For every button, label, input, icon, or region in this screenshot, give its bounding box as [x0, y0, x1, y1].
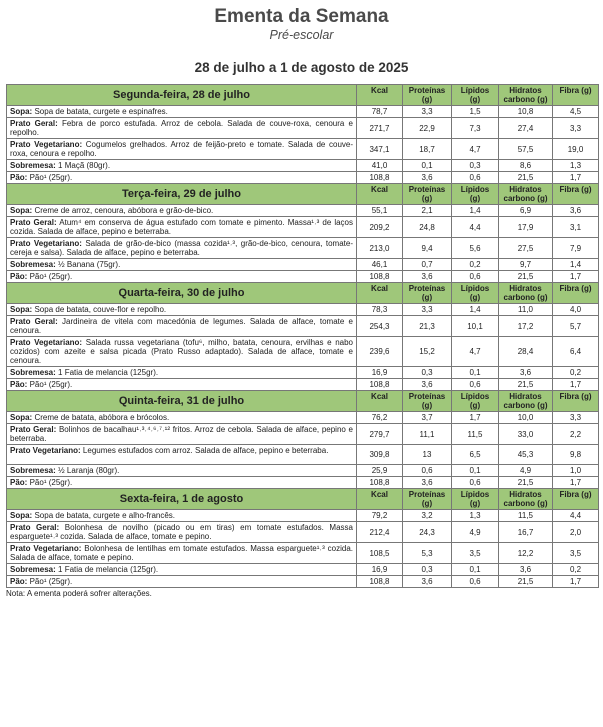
course-label: Sopa: [10, 107, 33, 116]
nutrition-value: 212,4 [357, 522, 403, 543]
column-header: Fibra (g) [553, 391, 599, 412]
nutrition-value: 3,1 [553, 217, 599, 238]
dish-description [7, 510, 357, 522]
nutrition-value: 0,1 [452, 465, 499, 477]
nutrition-value: 3,6 [403, 172, 452, 184]
nutrition-value: 27,4 [499, 118, 553, 139]
course-label: Prato Geral: [10, 425, 57, 434]
nutrition-value: 24,8 [403, 217, 452, 238]
table-row [7, 316, 599, 337]
nutrition-value: 4,0 [553, 304, 599, 316]
column-header: Hidratos carbono (g) [499, 85, 553, 106]
nutrition-value: 9,4 [403, 238, 452, 259]
nutrition-value: 11,1 [403, 424, 452, 445]
nutrition-value: 4,4 [553, 510, 599, 522]
nutrition-value: 46,1 [357, 259, 403, 271]
column-header: Kcal [357, 184, 403, 205]
course-text: Legumes estufados com arroz. Salada de alface, pepino e beterraba. [82, 446, 329, 455]
nutrition-value: 55,1 [357, 205, 403, 217]
column-header: Lípidos (g) [452, 283, 499, 304]
course-label: Prato Vegetariano: [10, 446, 81, 455]
nutrition-value: 3,6 [403, 271, 452, 283]
dish-description [7, 379, 357, 391]
date-range: 28 de julho a 1 de agosto de 2025 [194, 60, 409, 75]
table-row [7, 367, 599, 379]
nutrition-value: 17,2 [499, 316, 553, 337]
day-title: Terça-feira, 29 de julho [7, 184, 357, 205]
column-header: Lípidos (g) [452, 85, 499, 106]
dish-description [7, 543, 357, 564]
day-title: Sexta-feira, 1 de agosto [7, 489, 357, 510]
course-label: Sobremesa: [10, 565, 56, 574]
course-text: Bolonhesa de novilho (picado ou em tiras) em tomate estufados. Massa esparguete¹˒³ cozida. Salada de alface, tomate e pepino. [10, 523, 353, 541]
nutrition-value: 27,5 [499, 238, 553, 259]
table-row [7, 445, 599, 465]
table-row [7, 510, 599, 522]
nutrition-value: 3,7 [403, 412, 452, 424]
table-row [7, 106, 599, 118]
nutrition-value: 11,5 [499, 510, 553, 522]
nutrition-value: 6,9 [499, 205, 553, 217]
nutrition-value: 76,2 [357, 412, 403, 424]
course-text: Sopa de batata, curgete e alho-francês. [34, 511, 176, 520]
course-label: Sopa: [10, 511, 33, 520]
nutrition-value: 19,0 [553, 139, 599, 160]
nutrition-value: 10,0 [499, 412, 553, 424]
nutrition-value: 1,4 [553, 259, 599, 271]
nutrition-value: 213,0 [357, 238, 403, 259]
nutrition-value: 3,5 [452, 543, 499, 564]
nutrition-value: 3,6 [499, 564, 553, 576]
dish-description [7, 106, 357, 118]
nutrition-value: 1,3 [553, 160, 599, 172]
nutrition-value: 4,9 [452, 522, 499, 543]
nutrition-value: 0,6 [452, 172, 499, 184]
course-text: Sopa de batata, curgete e espinafres. [34, 107, 168, 116]
nutrition-value: 11,5 [452, 424, 499, 445]
dish-description [7, 424, 357, 445]
course-text: Cogumelos grelhados. Arroz de feijão-preto e tomate. Salada de couve-roxa, cenoura e repolho. [10, 140, 354, 158]
nutrition-value: 108,8 [357, 271, 403, 283]
nutrition-value: 3,2 [403, 510, 452, 522]
table-row [7, 424, 599, 445]
course-text: Sopa de batata, couve-flor e repolho. [34, 305, 167, 314]
nutrition-value: 57,5 [499, 139, 553, 160]
nutrition-value: 3,3 [403, 304, 452, 316]
nutrition-value: 2,2 [553, 424, 599, 445]
course-label: Prato Geral: [10, 317, 58, 326]
nutrition-value: 41,0 [357, 160, 403, 172]
column-header: Hidratos carbono (g) [499, 184, 553, 205]
nutrition-value: 0,2 [553, 564, 599, 576]
dish-description [7, 238, 357, 259]
nutrition-value: 25,9 [357, 465, 403, 477]
course-label: Prato Vegetariano: [10, 338, 83, 347]
dish-description [7, 259, 357, 271]
day-header-row [7, 391, 599, 412]
nutrition-value: 2,1 [403, 205, 452, 217]
table-row [7, 172, 599, 184]
course-text: Bolonhesa de lentilhas em tomate estufados. Massa esparguete¹˒³ cozida. Salada de alface, tomate e pepino. [10, 544, 353, 562]
table-row [7, 205, 599, 217]
nutrition-value: 22,9 [403, 118, 452, 139]
nutrition-value: 1,7 [553, 576, 599, 588]
column-header: Fibra (g) [553, 489, 599, 510]
nutrition-value: 16,9 [357, 564, 403, 576]
nutrition-value: 78,7 [357, 106, 403, 118]
day-header-row [7, 184, 599, 205]
course-text: Pão¹ (25gr). [29, 272, 73, 281]
course-text: Pão¹ (25gr). [29, 577, 73, 586]
nutrition-value: 1,5 [452, 106, 499, 118]
dish-description [7, 217, 357, 238]
course-text: Bolinhos de bacalhau¹˒³˒⁴˒⁶˒⁷˒¹² fritos. Arroz de cebola. Salada de alface, pepino e beterraba. [10, 425, 353, 443]
course-label: Pão: [10, 577, 28, 586]
course-text: 1 Maçã (80gr). [58, 161, 111, 170]
column-header: Hidratos carbono (g) [499, 391, 553, 412]
nutrition-value: 0,3 [403, 564, 452, 576]
nutrition-value: 1,4 [452, 205, 499, 217]
table-row [7, 543, 599, 564]
nutrition-value: 21,3 [403, 316, 452, 337]
nutrition-value: 1,7 [553, 271, 599, 283]
dish-description [7, 412, 357, 424]
dish-description [7, 118, 357, 139]
table-row [7, 238, 599, 259]
column-header: Kcal [357, 489, 403, 510]
course-text: Atum⁴ em conserva de água estufado com tomate e pimento. Massa¹˒³ de laços cozida. Salada de alface, pepino e beterraba. [10, 218, 354, 236]
course-text: Creme de arroz, cenoura, abóbora e grão-de-bico. [34, 206, 214, 215]
nutrition-value: 13 [403, 445, 452, 465]
column-header: Kcal [357, 283, 403, 304]
column-header: Proteínas (g) [403, 283, 452, 304]
nutrition-value: 108,8 [357, 576, 403, 588]
table-row [7, 160, 599, 172]
column-header: Proteínas (g) [403, 85, 452, 106]
course-text: Pão¹ (25gr). [29, 173, 73, 182]
nutrition-value: 0,6 [403, 465, 452, 477]
table-row [7, 304, 599, 316]
course-text: ½ Laranja (80gr). [58, 466, 120, 475]
nutrition-value: 3,3 [553, 412, 599, 424]
course-label: Sopa: [10, 413, 33, 422]
nutrition-value: 4,9 [499, 465, 553, 477]
nutrition-value: 7,3 [452, 118, 499, 139]
table-row [7, 564, 599, 576]
page-title: Ementa da Semana [214, 6, 389, 27]
nutrition-value: 4,7 [452, 337, 499, 367]
dish-description [7, 564, 357, 576]
nutrition-value: 1,4 [452, 304, 499, 316]
nutrition-value: 0,3 [403, 367, 452, 379]
course-label: Prato Vegetariano: [10, 544, 82, 553]
column-header: Lípidos (g) [452, 184, 499, 205]
dish-description [7, 172, 357, 184]
course-label: Sopa: [10, 305, 33, 314]
nutrition-value: 21,5 [499, 576, 553, 588]
nutrition-value: 4,5 [553, 106, 599, 118]
nutrition-value: 18,7 [403, 139, 452, 160]
course-label: Prato Geral: [10, 218, 57, 227]
course-label: Pão: [10, 478, 28, 487]
nutrition-value: 0,6 [452, 477, 499, 489]
course-label: Sobremesa: [10, 260, 56, 269]
nutrition-value: 11,0 [499, 304, 553, 316]
nutrition-value: 239,6 [357, 337, 403, 367]
course-label: Pão: [10, 173, 28, 182]
table-row [7, 271, 599, 283]
day-title: Quinta-feira, 31 de julho [7, 391, 357, 412]
nutrition-value: 279,7 [357, 424, 403, 445]
footer-note: Nota: A ementa poderá sofrer alterações. [6, 589, 152, 598]
nutrition-value: 21,5 [499, 172, 553, 184]
nutrition-value: 1,7 [553, 172, 599, 184]
nutrition-value: 15,2 [403, 337, 452, 367]
nutrition-value: 45,3 [499, 445, 553, 465]
nutrition-value: 7,9 [553, 238, 599, 259]
dish-description [7, 316, 357, 337]
nutrition-value: 33,0 [499, 424, 553, 445]
nutrition-value: 108,8 [357, 379, 403, 391]
nutrition-value: 8,6 [499, 160, 553, 172]
nutrition-value: 16,7 [499, 522, 553, 543]
dish-description [7, 477, 357, 489]
nutrition-value: 309,8 [357, 445, 403, 465]
nutrition-value: 209,2 [357, 217, 403, 238]
course-text: Creme de batata, abóbora e brócolos. [34, 413, 170, 422]
nutrition-value: 108,5 [357, 543, 403, 564]
dish-description [7, 367, 357, 379]
table-row [7, 465, 599, 477]
nutrition-value: 108,8 [357, 172, 403, 184]
nutrition-value: 5,7 [553, 316, 599, 337]
nutrition-value: 1,7 [553, 379, 599, 391]
table-row [7, 412, 599, 424]
nutrition-value: 6,5 [452, 445, 499, 465]
nutrition-value: 4,4 [452, 217, 499, 238]
menu-table [6, 84, 599, 588]
course-label: Pão: [10, 380, 28, 389]
table-row [7, 118, 599, 139]
nutrition-value: 3,6 [553, 205, 599, 217]
day-title: Segunda-feira, 28 de julho [7, 85, 357, 106]
nutrition-value: 1,0 [553, 465, 599, 477]
nutrition-value: 1,7 [553, 477, 599, 489]
course-label: Sobremesa: [10, 466, 56, 475]
course-text: Jardineira de vitela com macedónia de legumes. Salada de alface, tomate e cenoura. [10, 317, 353, 335]
nutrition-value: 0,1 [452, 367, 499, 379]
table-row [7, 337, 599, 367]
dish-description [7, 205, 357, 217]
course-label: Prato Geral: [10, 523, 60, 532]
column-header: Lípidos (g) [452, 391, 499, 412]
dish-description [7, 139, 357, 160]
course-label: Pão: [10, 272, 28, 281]
nutrition-value: 0,3 [452, 160, 499, 172]
nutrition-value: 0,6 [452, 576, 499, 588]
dish-description [7, 271, 357, 283]
nutrition-value: 17,9 [499, 217, 553, 238]
nutrition-value: 24,3 [403, 522, 452, 543]
dish-description [7, 465, 357, 477]
dish-description [7, 576, 357, 588]
nutrition-value: 0,1 [403, 160, 452, 172]
nutrition-value: 9,8 [553, 445, 599, 465]
course-label: Sopa: [10, 206, 33, 215]
course-label: Prato Geral: [10, 119, 58, 128]
nutrition-value: 21,5 [499, 379, 553, 391]
nutrition-value: 254,3 [357, 316, 403, 337]
column-header: Kcal [357, 391, 403, 412]
course-text: Pão¹ (25gr). [29, 478, 73, 487]
dish-description [7, 522, 357, 543]
day-header-row [7, 283, 599, 304]
course-text: Febra de porco estufada. Arroz de cebola. Salada de couve-roxa, cenoura e repolho. [10, 119, 353, 137]
course-text: 1 Fatia de melancia (125gr). [58, 368, 159, 377]
course-text: 1 Fatia de melancia (125gr). [58, 565, 159, 574]
nutrition-value: 12,2 [499, 543, 553, 564]
nutrition-value: 0,7 [403, 259, 452, 271]
nutrition-value: 108,8 [357, 477, 403, 489]
table-row [7, 522, 599, 543]
nutrition-value: 3,3 [553, 118, 599, 139]
course-text: Salada de grão-de-bico (massa cozida¹˒³, grão-de-bico, cenoura, tomate-cereja e salsa). Salada de alface, pepino e beterraba. [10, 239, 353, 257]
nutrition-value: 0,2 [553, 367, 599, 379]
dish-description [7, 337, 357, 367]
table-row [7, 379, 599, 391]
nutrition-value: 78,3 [357, 304, 403, 316]
nutrition-value: 1,7 [452, 412, 499, 424]
table-row [7, 576, 599, 588]
nutrition-value: 16,9 [357, 367, 403, 379]
day-header-row [7, 85, 599, 106]
table-row [7, 217, 599, 238]
nutrition-value: 1,3 [452, 510, 499, 522]
page-subtitle: Pré-escolar [269, 28, 334, 42]
column-header: Proteínas (g) [403, 489, 452, 510]
column-header: Hidratos carbono (g) [499, 283, 553, 304]
nutrition-value: 10,8 [499, 106, 553, 118]
course-label: Prato Vegetariano: [10, 140, 83, 149]
table-row [7, 477, 599, 489]
nutrition-value: 28,4 [499, 337, 553, 367]
nutrition-value: 5,3 [403, 543, 452, 564]
column-header: Hidratos carbono (g) [499, 489, 553, 510]
page-header [0, 6, 603, 76]
menu-table-body [7, 85, 599, 588]
nutrition-value: 3,3 [403, 106, 452, 118]
nutrition-value: 9,7 [499, 259, 553, 271]
nutrition-value: 6,4 [553, 337, 599, 367]
column-header: Fibra (g) [553, 283, 599, 304]
course-text: Salada russa vegetariana (tofu⁶, milho, batata, cenoura, ervilhas e nabo cozidos) com azeite e salsa picada (Prato Russo adaptado). Salada de alface, tomate e cenoura. [10, 338, 354, 365]
nutrition-value: 21,5 [499, 271, 553, 283]
course-text: ½ Banana (75gr). [58, 260, 121, 269]
nutrition-value: 79,2 [357, 510, 403, 522]
dish-description [7, 160, 357, 172]
nutrition-value: 2,0 [553, 522, 599, 543]
course-text: Pão¹ (25gr). [29, 380, 73, 389]
course-label: Sobremesa: [10, 161, 56, 170]
nutrition-value: 4,7 [452, 139, 499, 160]
nutrition-value: 347,1 [357, 139, 403, 160]
column-header: Proteínas (g) [403, 184, 452, 205]
nutrition-value: 0,6 [452, 271, 499, 283]
nutrition-value: 3,6 [403, 477, 452, 489]
column-header: Lípidos (g) [452, 489, 499, 510]
dish-description [7, 304, 357, 316]
column-header: Fibra (g) [553, 85, 599, 106]
nutrition-value: 3,6 [499, 367, 553, 379]
dish-description [7, 445, 357, 465]
nutrition-value: 21,5 [499, 477, 553, 489]
nutrition-value: 0,6 [452, 379, 499, 391]
table-row [7, 139, 599, 160]
table-row [7, 259, 599, 271]
course-label: Sobremesa: [10, 368, 56, 377]
day-title: Quarta-feira, 30 de julho [7, 283, 357, 304]
day-header-row [7, 489, 599, 510]
column-header: Kcal [357, 85, 403, 106]
nutrition-value: 3,5 [553, 543, 599, 564]
nutrition-value: 0,2 [452, 259, 499, 271]
nutrition-value: 10,1 [452, 316, 499, 337]
course-label: Prato Vegetariano: [10, 239, 82, 248]
nutrition-value: 3,6 [403, 576, 452, 588]
column-header: Fibra (g) [553, 184, 599, 205]
column-header: Proteínas (g) [403, 391, 452, 412]
nutrition-value: 0,1 [452, 564, 499, 576]
nutrition-value: 5,6 [452, 238, 499, 259]
nutrition-value: 3,6 [403, 379, 452, 391]
nutrition-value: 271,7 [357, 118, 403, 139]
